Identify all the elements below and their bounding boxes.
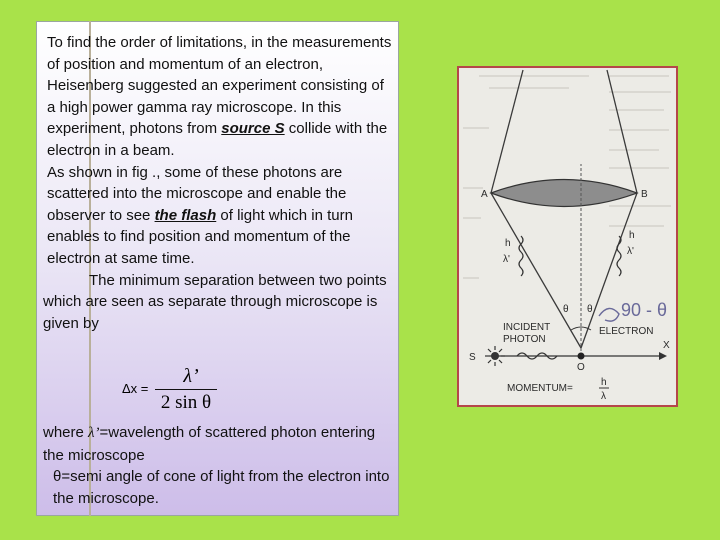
paragraph-2-end: of light which in turn enables to find position and momentum of the electron at same time. — [47, 206, 353, 267]
label-o: O — [577, 362, 585, 373]
source-term: source S — [221, 120, 285, 138]
definitions — [43, 422, 393, 509]
where-prefix: where — [43, 424, 89, 441]
resolution-formula — [122, 364, 242, 418]
electron-dot — [578, 353, 585, 360]
body-text — [43, 32, 393, 334]
formula-denominator: 2 sin θ — [160, 392, 212, 413]
where-lambda: λ’ — [88, 425, 100, 441]
source-sun-icon — [485, 346, 505, 366]
label-theta-right: θ — [587, 304, 593, 315]
paragraph-1 — [43, 32, 393, 162]
label-photon: PHOTON — [503, 334, 546, 345]
label-incident: INCIDENT — [503, 322, 551, 333]
paragraph-2 — [43, 162, 393, 270]
paragraph-1-text: To find the order of limitations, in the measurements of position and momentum of an electron, Heisenberg suggested an experiment consisting of a high power gamma ray microscope. In this experiment, photons from — [47, 34, 392, 138]
label-x: X — [663, 340, 670, 351]
paragraph-2-text: As shown in fig ., some of these photons are scattered into the microscope and enable the observer to see — [47, 163, 347, 224]
label-h-left: h — [505, 238, 511, 249]
annotation-scribble — [599, 308, 619, 321]
formula-lhs: Δx = — [122, 381, 149, 396]
label-momentum-lambda: λ — [601, 391, 606, 402]
microscope-figure — [457, 66, 678, 407]
lambda-definition-text: =wavelength of scattered photon entering the microscope — [43, 424, 376, 464]
formula-numerator: λ’ — [183, 365, 199, 387]
label-h-right: h — [629, 230, 635, 241]
label-electron: ELECTRON — [599, 326, 654, 337]
flash-term: the flash — [154, 206, 217, 224]
label-lambda-left: λ' — [503, 254, 510, 265]
label-momentum-h: h — [601, 377, 607, 388]
annotation-text: 90 - θ — [621, 300, 668, 320]
paragraph-3 — [43, 270, 393, 335]
label-lambda-right: λ' — [627, 246, 634, 257]
label-theta-left: θ — [563, 304, 569, 315]
theta-definition-text: θ=semi angle of cone of light from the electron into the microscope. — [53, 468, 390, 507]
label-b: B — [641, 189, 648, 200]
paragraph-3-text: The minimum separation between two points which are seen as separate through microscope is given by — [43, 271, 387, 332]
label-momentum: MOMENTUM= — [507, 383, 573, 394]
fraction-bar — [155, 389, 217, 390]
label-s: S — [469, 352, 476, 363]
lambda-definition — [43, 422, 393, 466]
lens-shape — [491, 180, 637, 207]
theta-definition — [43, 466, 393, 509]
paragraph-1-end: collide with the electron in a beam. — [47, 120, 388, 159]
formula-fraction — [155, 364, 217, 414]
scan-noise — [463, 76, 671, 278]
label-a: A — [481, 189, 488, 200]
microscope-diagram — [459, 68, 676, 405]
x-axis-arrow — [659, 352, 667, 360]
